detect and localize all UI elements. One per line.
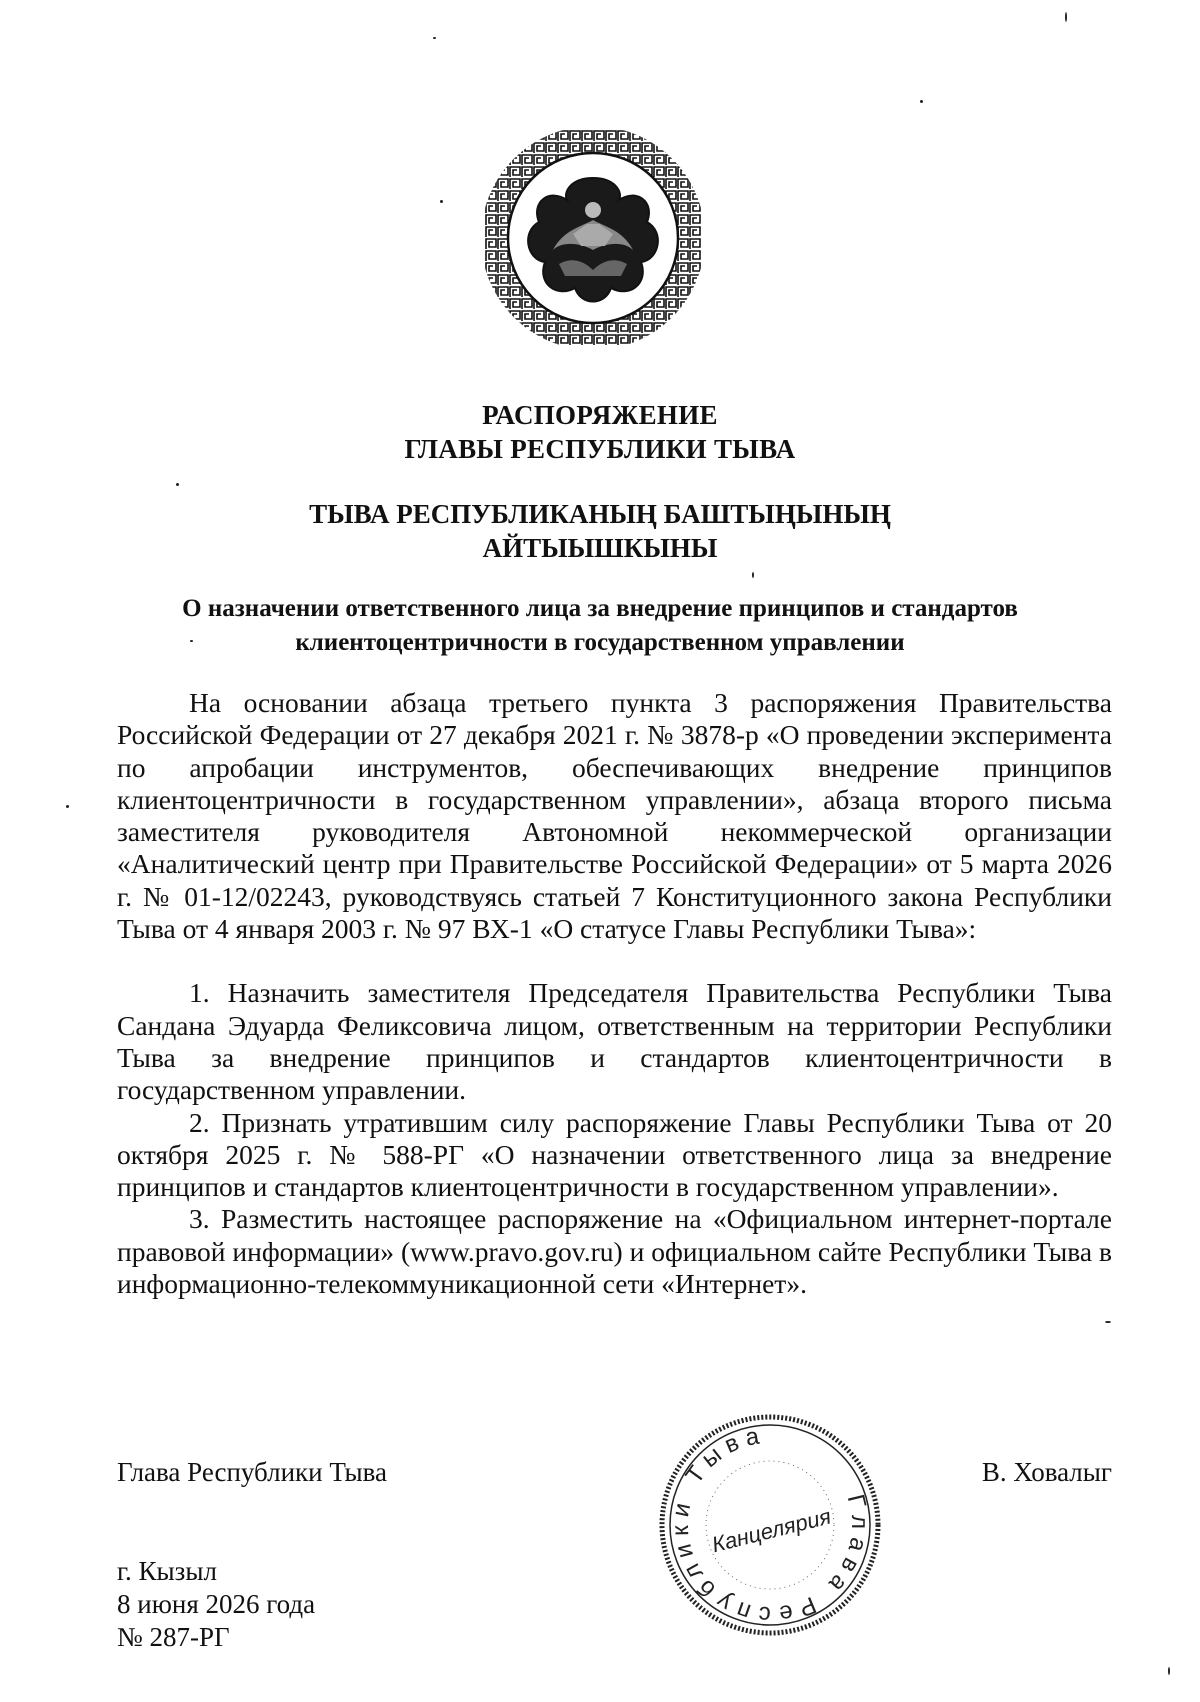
signatory-position: Глава Республики Тыва: [117, 1457, 388, 1487]
scan-speck: [920, 100, 923, 103]
title-line1: О назначении ответственного лица за внедрение принципов и стандартов: [182, 595, 1018, 622]
item-3-paragraph: 3. Разместить настоящее распоряжение на «Официальном интернет-портале правовой информации» (www.pravo.gov.ru) и официальном сайте Республики Тыва в информационно-телекоммуникационной сети «Интернет».: [117, 1203, 1112, 1300]
document-body: [117, 687, 1112, 1300]
stamp-ring-text: Глава Республики Тыва: [666, 1421, 874, 1629]
item-2-paragraph: 2. Признать утратившим силу распоряжение Главы Республики Тыва от 20 октября 2025 г. № 588-РГ «О назначении ответственного лица за внедрение принципов и стандартов клиентоцентричности в государственном управлении».: [117, 1106, 1112, 1203]
scan-speck: [440, 200, 443, 203]
scan-speck: [66, 805, 69, 808]
scan-speck: [190, 640, 193, 642]
stamp-center-text: Канцелярия: [709, 1503, 834, 1558]
item-1-paragraph: 1. Назначить заместителя Председателя Правительства Республики Тыва Сандана Эдуарда Феликсовича лицом, ответственным на территории Республики Тыва за внедрение принципов и стандартов клиентоцентричности в государственном управлении.: [117, 977, 1112, 1106]
scan-speck: [1168, 1667, 1170, 1675]
document-type-heading-tyvan: [0, 497, 1200, 565]
scan-speck: [1105, 1321, 1111, 1323]
office-stamp: [655, 1410, 885, 1640]
heading-ru-line1: РАСПОРЯЖЕНИЕ: [482, 400, 718, 430]
scan-speck: [752, 572, 754, 578]
scan-speck: [1065, 12, 1067, 22]
scan-speck: [176, 483, 179, 486]
document-title: [0, 592, 1200, 660]
document-date: 8 июня 2026 года: [117, 1589, 316, 1619]
signatory-name: В. Ховалыг: [981, 1457, 1112, 1487]
tuva-emblem-icon: [485, 130, 701, 346]
document-number: № 287-РГ: [117, 1622, 230, 1652]
document-type-heading: [0, 398, 1200, 466]
title-line2: клиентоцентричности в государственном управлении: [295, 629, 905, 656]
heading-tyv-line1: ТЫВА РЕСПУБЛИКАНЫҢ БАШТЫҢЫНЫҢ: [309, 499, 891, 529]
document-city: г. Кызыл: [117, 1556, 217, 1586]
preamble-paragraph: На основании абзаца третьего пункта 3 распоряжения Правительства Российской Федерации от 27 декабря 2021 г. № 3878-р «О проведении эксперимента по апробации инструментов, обеспечивающих внедрение принципов клиентоцентричности в государственном управлении», абзаца второго письма заместителя руководителя Автономной некоммерческой организации «Аналитический центр при Правительстве Российской Федерации» от 5 марта 2026 г. № 01-12/02243, руководствуясь статьей 7 Конституционного закона Республики Тыва от 4 января 2003 г. № 97 ВХ-1 «О статусе Главы Республики Тыва»:: [117, 687, 1112, 945]
heading-tyv-line2: АЙТЫЫШКЫНЫ: [482, 533, 718, 563]
scan-speck: [433, 37, 436, 39]
heading-ru-line2: ГЛАВЫ РЕСПУБЛИКИ ТЫВА: [404, 434, 796, 464]
